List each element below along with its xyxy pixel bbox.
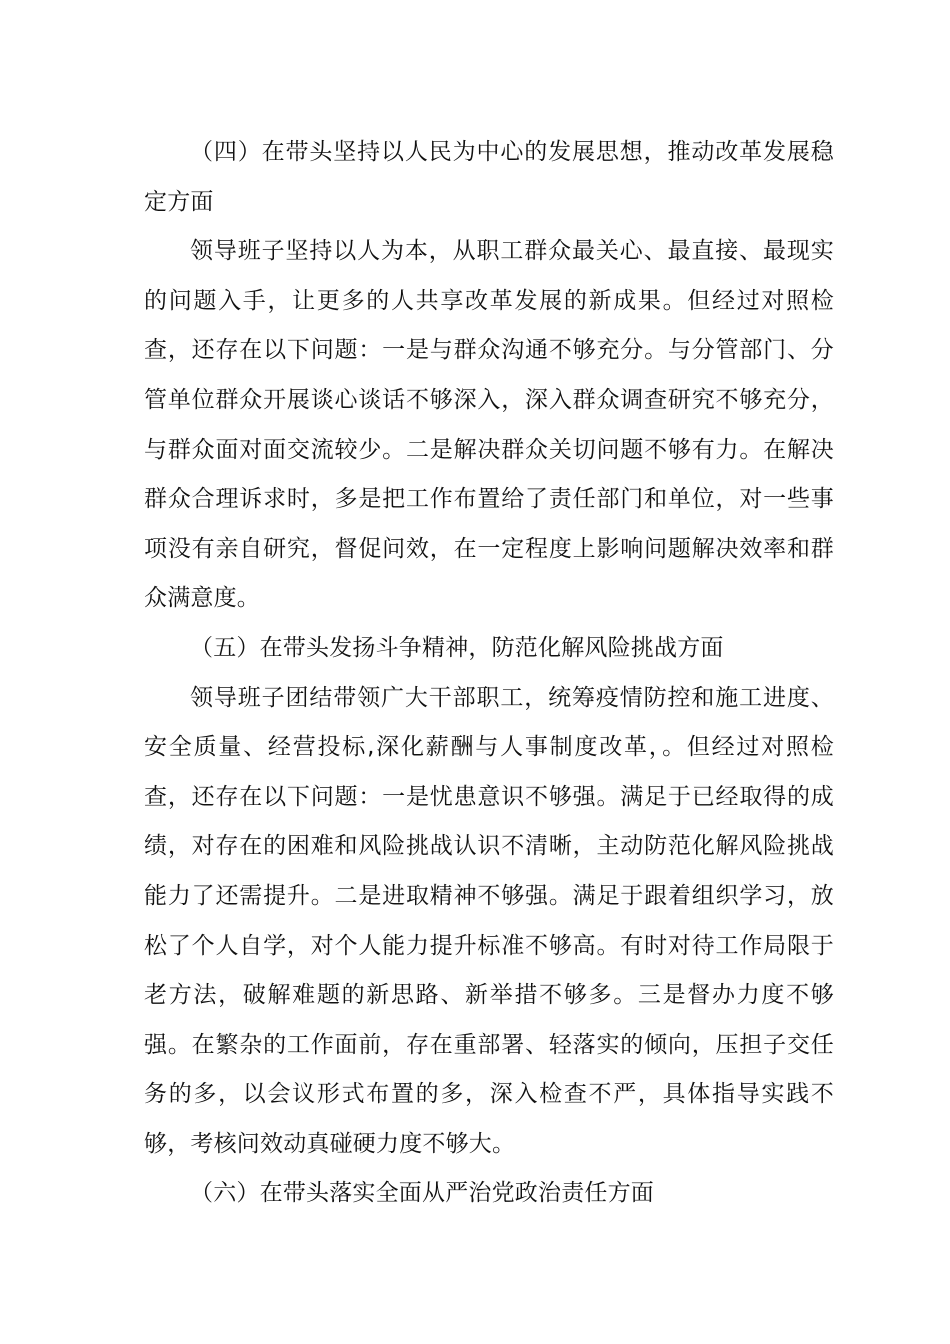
document-page — [144, 128, 834, 1219]
section-heading-4: （四）在带头坚持以人民为中心的发展思想，推动改革发展稳定方面 — [144, 139, 834, 215]
section-body-4: 领导班子坚持以人为本，从职工群众最关心、最直接、最现实的问题入手，让更多的人共享改革发展的新成果。但经过对照检查，还存在以下问题：一是与群众沟通不够充分。与分管部门、分管单位群众开展谈心谈话不够深入，深入群众调查研究不够充分，与群众面对面交流较少。二是解决群众关切问题不够有力。在解决群众合理诉求时，多是把工作布置给了责任部门和单位，对一些事项没有亲自研究，督促问效，在一定程度上影响问题解决效率和群众满意度。 — [144, 238, 834, 612]
section-heading-5: （五）在带头发扬斗争精神，防范化解风险挑战方面 — [190, 634, 724, 661]
section-body-5: 领导班子团结带领广大干部职工，统筹疫情防控和施工进度、安全质量、经营投标,深化薪酬与人事制度改革，。但经过对照检查，还存在以下问题：一是忧患意识不够强。满足于已经取得的成绩，对存在的困难和风险挑战认识不清晰，主动防范化解风险挑战能力了还需提升。二是进取精神不够强。满足于跟着组织学习，放松了个人自学，对个人能力提升标准不够高。有时对待工作局限于老方法，破解难题的新思路、新举措不够多。三是督办力度不够强。在繁杂的工作面前，存在重部署、轻落实的倾向，压担子交任务的多，以会议形式布置的多，深入检查不严，具体指导实践不够，考核问效动真碰硬力度不够大。 — [144, 684, 834, 1157]
section-heading-6: （六）在带头落实全面从严治党政治责任方面 — [190, 1180, 654, 1207]
